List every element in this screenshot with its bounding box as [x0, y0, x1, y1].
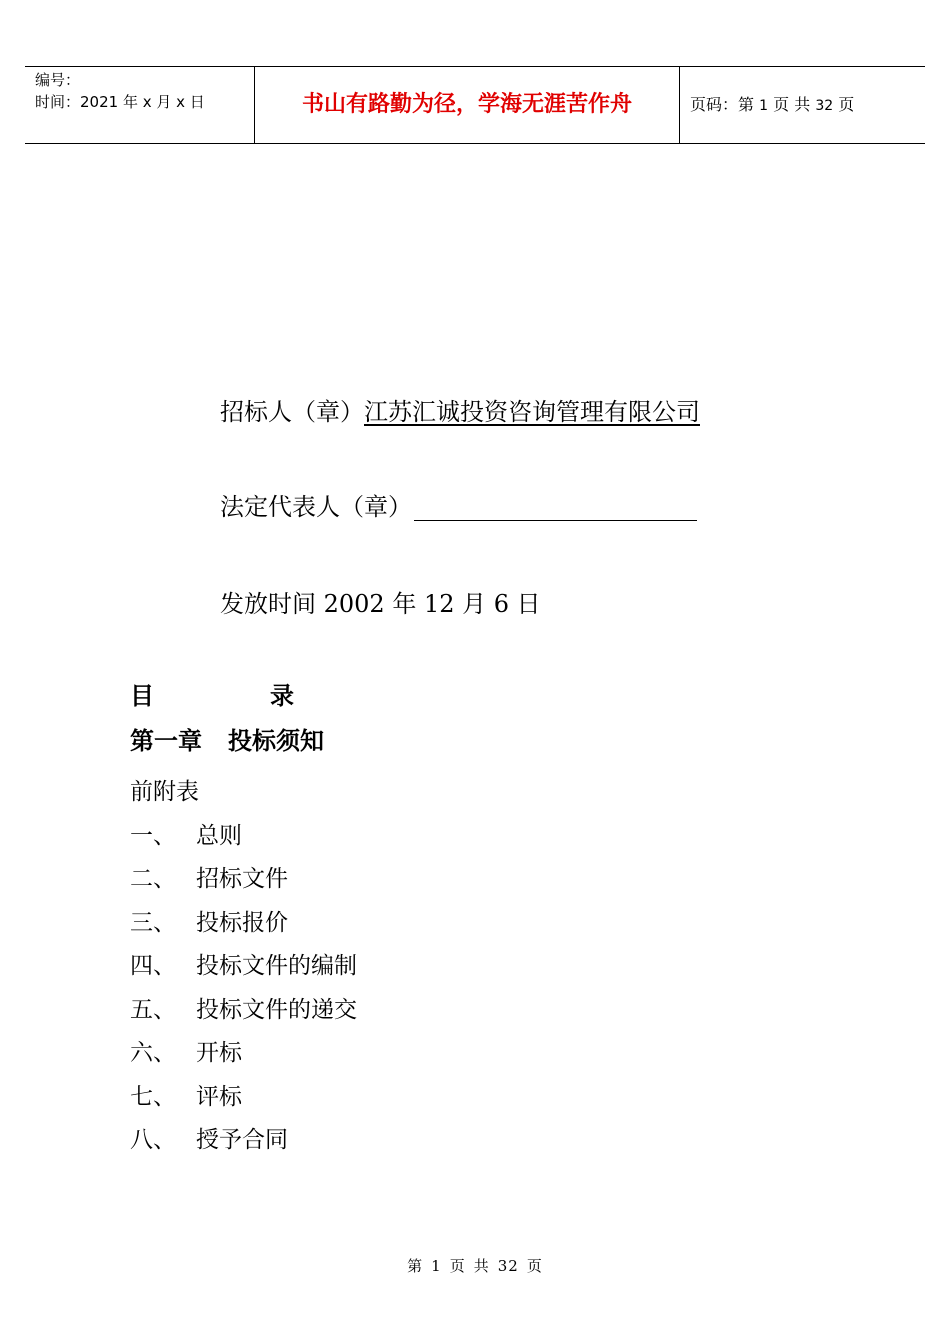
tenderer-line	[220, 392, 700, 427]
tenderer-label: 招标人（章）	[220, 398, 364, 426]
toc-item	[130, 860, 288, 893]
toc-item	[130, 1034, 242, 1067]
toc-item-text: 开标	[196, 1040, 242, 1066]
toc-item	[130, 1121, 288, 1154]
issue-date-line	[220, 584, 541, 619]
toc-item-number: 七、	[130, 1084, 176, 1110]
page-middle: 页 共	[773, 95, 811, 114]
toc-item-text: 授予合同	[196, 1127, 288, 1153]
toc-item-number: 二、	[130, 866, 176, 892]
toc-title	[130, 676, 294, 711]
toc-title-right: 录	[270, 682, 294, 710]
header-meta	[25, 67, 254, 143]
tenderer-name: 江苏汇诚投资咨询管理有限公司	[364, 398, 700, 426]
document-number-label: 编号：	[35, 71, 81, 89]
page-header	[25, 66, 925, 144]
toc-chapter	[130, 721, 324, 756]
toc-item-number: 四、	[130, 953, 176, 979]
issue-date: 发放时间 2002 年 12 月 6 日	[220, 590, 541, 618]
toc-item-number: 五、	[130, 997, 176, 1023]
footer-total-pages: 32	[497, 1257, 519, 1275]
toc-preface-text: 前附表	[130, 779, 199, 805]
legal-rep-line	[220, 487, 697, 522]
legal-rep-label: 法定代表人（章）	[220, 493, 412, 521]
header-page-info	[690, 67, 854, 143]
toc-item-number: 八、	[130, 1127, 176, 1153]
toc-item-text: 投标报价	[196, 910, 288, 936]
footer-word-ye-end: 页	[526, 1257, 543, 1275]
chapter-number: 第一章	[130, 727, 202, 755]
toc-item	[130, 1078, 242, 1111]
toc-item-number: 六、	[130, 1040, 176, 1066]
toc-item-text: 招标文件	[196, 866, 288, 892]
footer-current-page: 1	[431, 1257, 442, 1275]
footer-word-ye: 页	[449, 1257, 466, 1275]
page-prefix: 页码：第	[690, 95, 755, 114]
toc-item	[130, 817, 242, 850]
toc-item-text: 评标	[196, 1084, 242, 1110]
page-suffix: 页	[838, 95, 855, 114]
header-divider-right	[679, 67, 680, 143]
toc-item-number: 一、	[130, 823, 176, 849]
toc-preface	[130, 773, 199, 806]
document-date: 时间：2021 年 x 月 x 日	[35, 93, 205, 111]
toc-item-number: 三、	[130, 910, 176, 936]
page-total: 32	[815, 98, 834, 114]
page-current: 1	[759, 98, 769, 114]
footer-word-gong: 共	[473, 1257, 490, 1275]
toc-item-text: 总则	[196, 823, 242, 849]
toc-title-left: 目	[130, 682, 154, 710]
toc-item	[130, 947, 357, 980]
toc-item-text: 投标文件的编制	[196, 953, 357, 979]
page-footer	[0, 1255, 950, 1276]
toc-item	[130, 991, 357, 1024]
toc-item-text: 投标文件的递交	[196, 997, 357, 1023]
legal-rep-blank	[414, 492, 697, 521]
header-motto: 书山有路勤为径，学海无涯苦作舟	[301, 92, 632, 117]
chapter-title: 投标须知	[228, 727, 324, 755]
toc-item	[130, 904, 288, 937]
footer-word-di: 第	[407, 1257, 424, 1275]
